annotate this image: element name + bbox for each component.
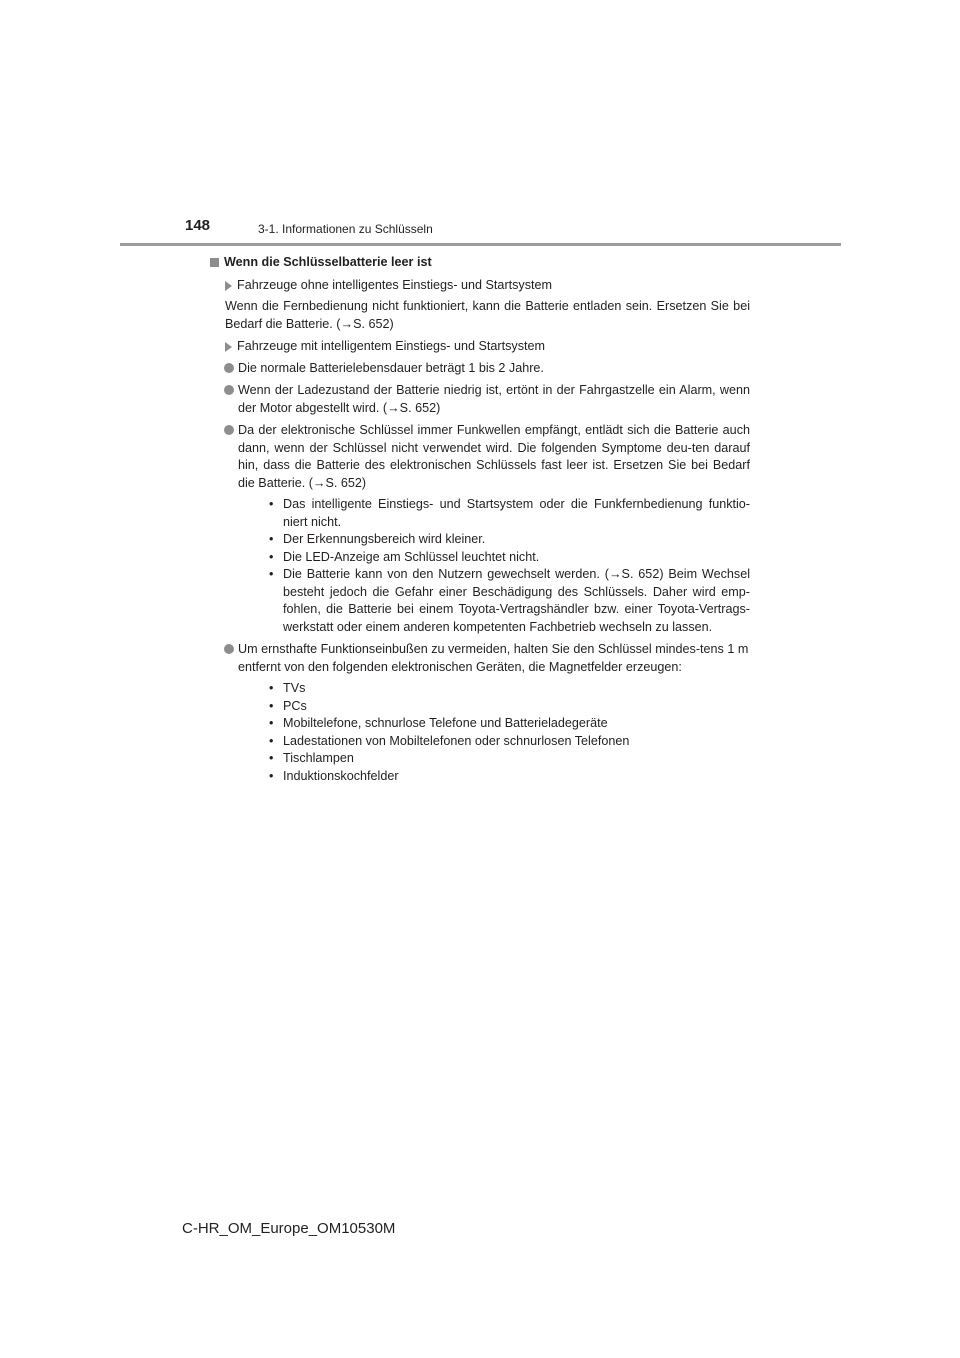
list-item <box>210 422 750 636</box>
section-title: 3-1. Informationen zu Schlüsseln <box>258 222 433 236</box>
list-item-text: Um ernsthafte Funktionseinbußen zu vermeiden, halten Sie den Schlüssel mindes-tens 1 m <box>238 642 749 656</box>
circle-bullet-icon <box>224 363 234 373</box>
symptom-item: • Die LED-Anzeige am Schlüssel leuchtet nicht. <box>268 549 750 567</box>
device-list <box>268 680 750 785</box>
list-item-text: Wenn der Ladezustand der Batterie niedrig ist, ertönt in der Fahrgastzelle ein Alarm, wenn der Motor abgestellt wird. (→S. 652) <box>238 383 750 415</box>
circle-bullet-icon <box>224 385 234 395</box>
device-item: • Induktionskochfelder <box>268 768 750 786</box>
list-item <box>210 382 750 417</box>
header-divider <box>120 243 841 246</box>
main-content <box>210 254 750 790</box>
triangle-arrow-icon <box>225 281 232 291</box>
symptom-item: • Das intelligente Einstiegs- und Startsystem oder die Funkfernbedienung funktio-niert nicht. <box>268 496 750 531</box>
triangle-arrow-icon <box>225 342 232 352</box>
device-item: • PCs <box>268 698 750 716</box>
device-item: • Tischlampen <box>268 750 750 768</box>
symptom-list <box>268 496 750 636</box>
variant-label-text: Fahrzeuge mit intelligentem Einstiegs- und Startsystem <box>237 339 545 353</box>
circle-bullet-icon <box>224 644 234 654</box>
heading-text: Wenn die Schlüsselbatterie leer ist <box>224 255 432 269</box>
variant-label <box>225 338 750 356</box>
variant-label-text: Fahrzeuge ohne intelligentes Einstiegs- und Startsystem <box>237 277 553 292</box>
circle-bullet-icon <box>224 425 234 435</box>
variant-label <box>225 277 750 295</box>
list-item-text: Die normale Batterielebensdauer beträgt 1 bis 2 Jahre. <box>238 360 544 375</box>
section-heading <box>210 254 750 272</box>
square-bullet-icon <box>210 258 219 267</box>
list-item-text: Da der elektronische Schlüssel immer Funkwellen empfängt, entlädt sich die Batterie auch dann, wenn der Schlüssel nicht verwendet wird. Die folgenden Symptome deu-ten darauf hin, dass die Batterie des elektronischen Schlüssels fast leer ist. Ersetzen Sie bei Bedarf die Batterie. (→S. 652) <box>238 423 750 490</box>
list-item-text: entfernt von den folgenden elektronischen Geräten, die Magnetfelder erzeugen: <box>238 659 682 674</box>
symptom-item: • Die Batterie kann von den Nutzern gewechselt werden. (→S. 652) Beim Wechsel besteht jedoch die Gefahr einer Beschädigung des Schlüssels. Daher wird emp-fohlen, die Batterie bei einem Toyota-Vertragshändler bzw. einer Toyota-Vertrags-werkstatt oder einem anderen kompetenten Fachbetrieb wechseln zu lassen. <box>268 566 750 636</box>
page-number: 148 <box>185 217 211 234</box>
device-item: • Mobiltelefone, schnurlose Telefone und Batterieladegeräte <box>268 715 750 733</box>
device-item: • TVs <box>268 680 750 698</box>
list-item <box>210 641 750 785</box>
document-id: C-HR_OM_Europe_OM10530M <box>182 1220 396 1237</box>
paragraph: Wenn die Fernbedienung nicht funktioniert, kann die Batterie entladen sein. Ersetzen Sie bei Bedarf die Batterie. (→S. 652) <box>225 299 750 331</box>
symptom-item: • Der Erkennungsbereich wird kleiner. <box>268 531 750 549</box>
list-item <box>210 360 750 378</box>
device-item: • Ladestationen von Mobiltelefonen oder schnurlosen Telefonen <box>268 733 750 751</box>
